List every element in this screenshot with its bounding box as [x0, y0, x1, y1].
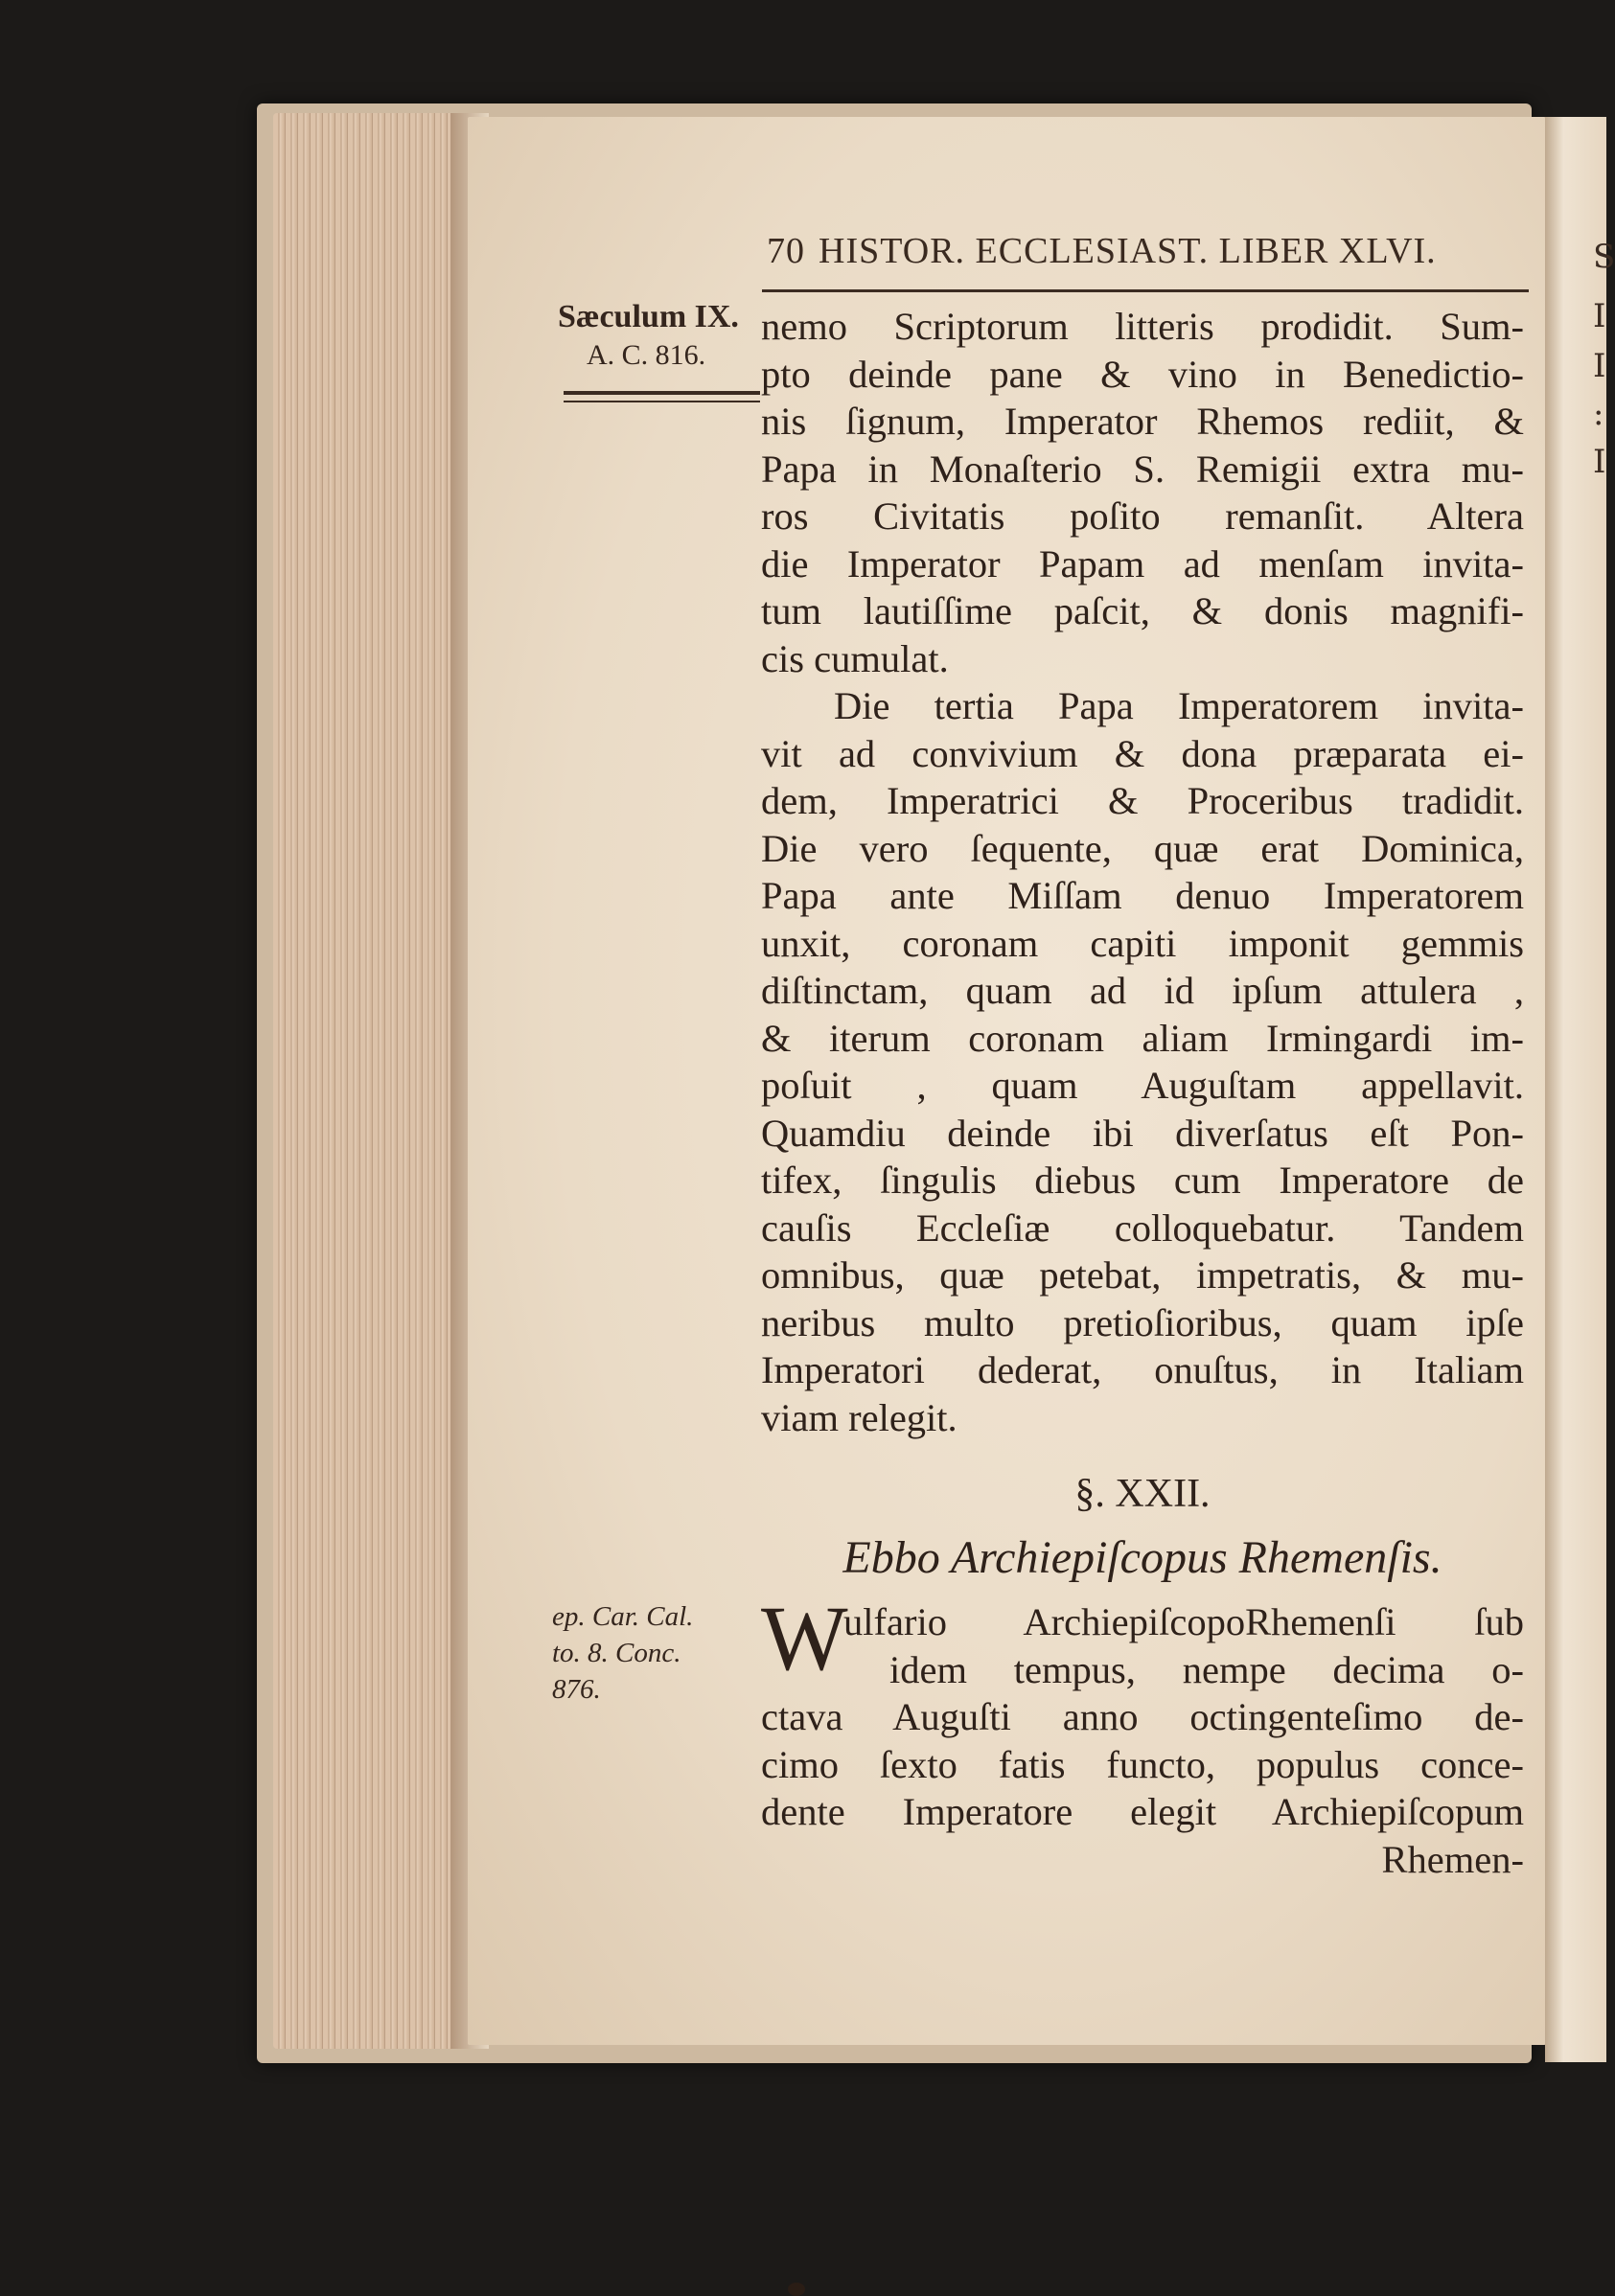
text-line: tum lautiſſime paſcit, & donis magnifi-: [761, 589, 1524, 632]
next-page-letter: I: [1593, 347, 1606, 385]
text-line: ulfario ArchiepiſcopoRhemenſi ſub: [843, 1600, 1524, 1643]
margin-reference-line: ep. Car. Cal.: [552, 1601, 694, 1632]
text-line: neribus multo pretioſioribus, quam ipſe: [761, 1300, 1524, 1344]
text-line: die Imperator Papam ad menſam invita-: [761, 541, 1524, 585]
ink-speck: [788, 2283, 805, 2296]
text-line: nemo Scriptorum litteris prodidit. Sum-: [761, 305, 1524, 348]
margin-rule: [564, 391, 760, 395]
running-title: HISTOR. ECCLESIAST. LIBER XLVI.: [819, 231, 1437, 271]
section-text: [761, 1598, 1524, 1883]
margin-reference: [552, 1598, 693, 1708]
text-line: cis cumulat.: [761, 636, 949, 680]
text-line: pto deinde pane & vino in Benedictio-: [761, 352, 1524, 396]
text-line: Quamdiu deinde ibi diverſatus eſt Pon-: [761, 1111, 1524, 1155]
next-page-letter: :: [1593, 395, 1604, 433]
text-line: Papa in Monaſterio S. Remigii extra mu-: [761, 447, 1524, 491]
text-line: dem, Imperatrici & Proceribus tradidit.: [761, 779, 1524, 822]
next-page-letter: S: [1593, 238, 1615, 276]
text-line: Imperatori dederat, onuſtus, in Italiam: [761, 1348, 1524, 1391]
text-line: diſtinctam, quam ad id ipſum attulera ,: [761, 969, 1524, 1012]
margin-rule: [564, 401, 760, 402]
body-text: [761, 303, 1524, 1441]
next-page-letter: I: [1593, 443, 1606, 481]
margin-reference-line: to. 8. Conc.: [552, 1638, 681, 1668]
text-line: unxit, coronam capiti imponit gemmis: [761, 921, 1524, 965]
text-line: Die vero ſequente, quæ erat Dominica,: [761, 826, 1524, 870]
header-rule: [762, 289, 1529, 292]
margin-saeculum: Sæculum IX.: [558, 299, 739, 334]
section-title: Ebbo Archiepiſcopus Rhemenſis.: [842, 1532, 1442, 1583]
text-line: vit ad convivium & dona præparata ei-: [761, 731, 1524, 775]
text-line: dente Imperatore elegit Archiepiſcopum: [761, 1790, 1524, 1833]
next-page-letter: I: [1593, 297, 1606, 335]
catchword: Rhemen-: [1381, 1837, 1524, 1881]
text-line: Die tertia Papa Imperatorem invita-: [834, 684, 1524, 727]
text-line: cimo ſexto fatis functo, populus conce-: [761, 1742, 1524, 1786]
text-line: & iterum coronam aliam Irmingardi im-: [761, 1016, 1524, 1060]
margin-year: A. C. 816.: [587, 339, 706, 371]
text-line: viam relegit.: [761, 1395, 957, 1439]
page-number: 70: [767, 231, 805, 271]
running-head: [767, 230, 1529, 272]
text-line: Papa ante Miſſam denuo Imperatorem: [761, 874, 1524, 917]
drop-cap: W: [761, 1587, 848, 1689]
page-edges: [273, 113, 465, 2049]
text-line: omnibus, quæ petebat, impetratis, & mu-: [761, 1253, 1524, 1297]
section-number: §. XXII.: [1074, 1472, 1211, 1516]
text-line: ctava Auguſti anno octingenteſimo de-: [761, 1695, 1524, 1738]
text-line: idem tempus, nempe decima o-: [889, 1647, 1524, 1691]
text-line: tifex, ſingulis diebus cum Imperatore de: [761, 1159, 1524, 1202]
text-line: cauſis Eccleſiæ colloquebatur. Tandem: [761, 1205, 1524, 1250]
text-line: nis ſignum, Imperator Rhemos rediit, &: [761, 400, 1524, 443]
margin-reference-line: 876.: [552, 1674, 601, 1705]
text-line: ros Civitatis poſito remanſit. Altera: [761, 494, 1524, 538]
text-line: poſuit , quam Auguſtam appellavit.: [761, 1064, 1524, 1107]
